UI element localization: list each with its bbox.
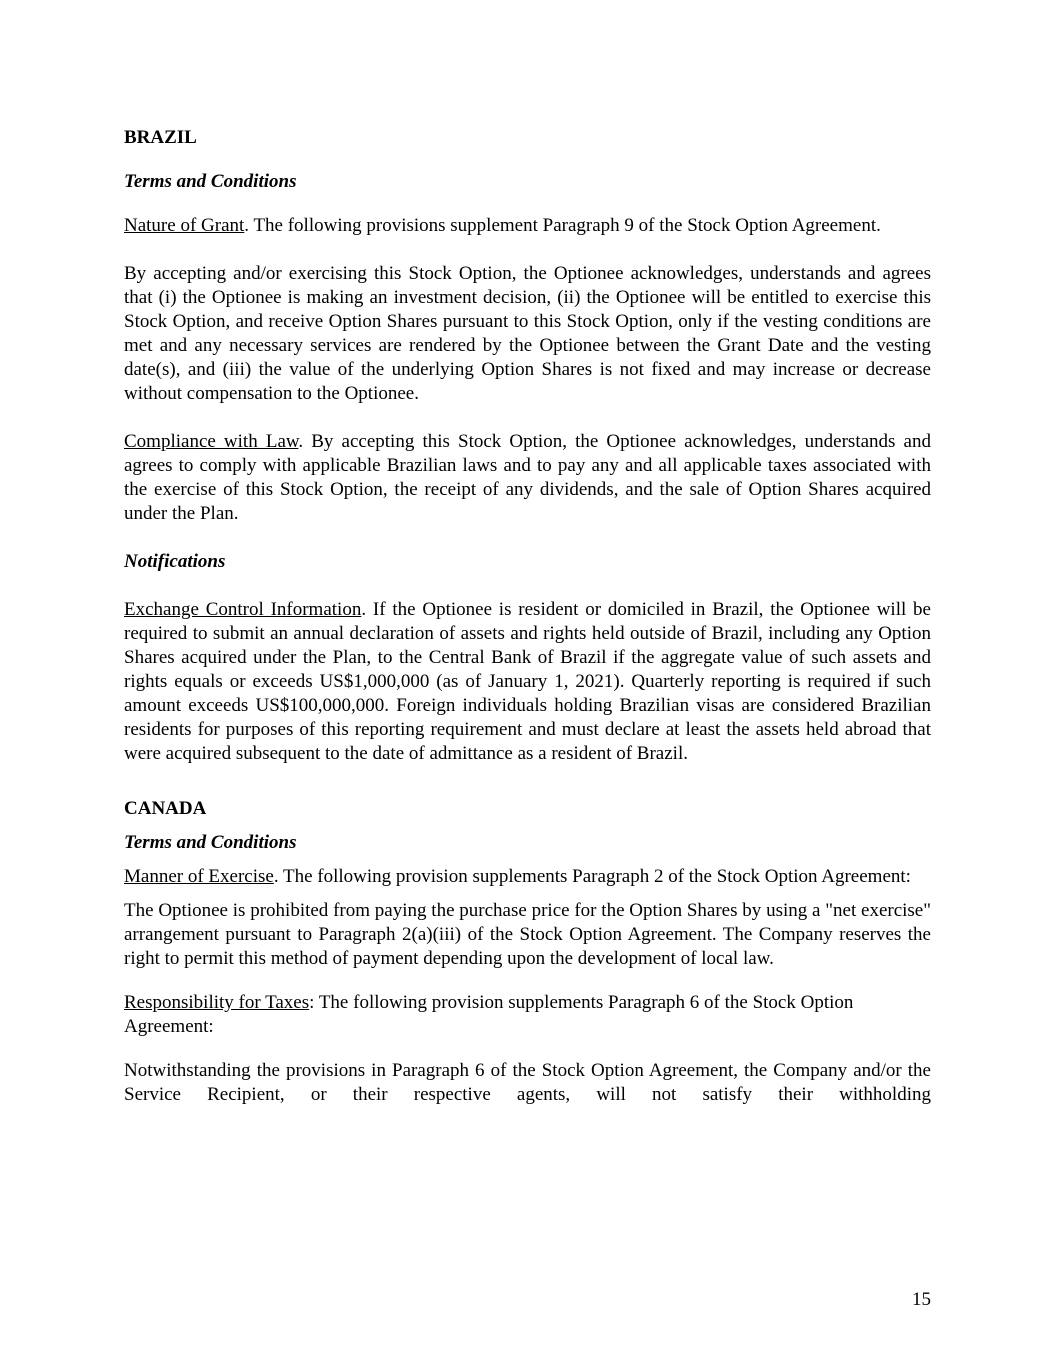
page-number: 15 <box>912 1289 931 1310</box>
responsibility-for-taxes-text: : The following provision supplements Paragraph 6 of the Stock Option Agreement: <box>124 992 854 1037</box>
nature-of-grant-paragraph <box>124 214 931 238</box>
responsibility-for-taxes-title: Responsibility for Taxes <box>124 992 310 1013</box>
exchange-control-paragraph <box>124 598 931 766</box>
exchange-control-title: Exchange Control Information <box>124 599 362 620</box>
responsibility-for-taxes-paragraph <box>124 991 931 1039</box>
compliance-title: Compliance with Law <box>124 431 299 452</box>
brazil-terms-heading: Terms and Conditions <box>124 171 297 192</box>
notifications-heading: Notifications <box>124 551 226 572</box>
exchange-control-text: . If the Optionee is resident or domiciled in Brazil, the Optionee will be required to submit an annual declaration of assets and rights held outside of Brazil, including any Option Shares acquired under the Plan, to the Central Bank of Brazil if the aggregate value of such assets and rights equals or exceeds US$1,000,000 (as of January 1, 2021). Quarterly reporting is required if such amount exceeds US$100,000,000. Foreign individuals holding Brazilian visas are considered Brazilian residents for purposes of this reporting requirement and must declare at least the assets held abroad that were acquired subsequent to the date of admittance as a resident of Brazil. <box>124 599 931 764</box>
page-content <box>124 126 931 1107</box>
manner-of-exercise-text: . The following provision supplements Paragraph 2 of the Stock Option Agreement: <box>273 866 911 887</box>
compliance-paragraph <box>124 430 931 526</box>
compliance-text: . By accepting this Stock Option, the Optionee acknowledges, understands and agrees to comply with applicable Brazilian laws and to pay any and all applicable taxes associated with the exercise of this Stock Option, the receipt of any dividends, and the sale of Option Shares acquired under the Plan. <box>124 431 931 524</box>
net-exercise-paragraph: The Optionee is prohibited from paying the purchase price for the Option Shares by using a "net exercise" arrangement pursuant to Paragraph 2(a)(iii) of the Stock Option Agreement. The Company reserves the right to permit this method of payment depending upon the development of local law. <box>124 900 931 969</box>
manner-of-exercise-paragraph <box>124 865 931 889</box>
acceptance-paragraph: By accepting and/or exercising this Stock Option, the Optionee acknowledges, understands and agrees that (i) the Optionee is making an investment decision, (ii) the Optionee will be entitled to exercise this Stock Option, and receive Option Shares pursuant to this Stock Option, only if the vesting conditions are met and any necessary services are rendered by the Optionee between the Grant Date and the vesting date(s), and (iii) the value of the underlying Option Shares is not fixed and may increase or decrease without compensation to the Optionee. <box>124 263 931 404</box>
canada-terms-heading: Terms and Conditions <box>124 832 297 853</box>
canada-heading: CANADA <box>124 798 207 819</box>
notwithstanding-paragraph: Notwithstanding the provisions in Paragraph 6 of the Stock Option Agreement, the Company and/or the Service Recipient, or their respective agents, will not satisfy their withholding <box>124 1060 931 1105</box>
nature-of-grant-title: Nature of Grant <box>124 215 245 236</box>
brazil-heading: BRAZIL <box>124 127 197 148</box>
manner-of-exercise-title: Manner of Exercise <box>124 866 274 887</box>
nature-of-grant-text: . The following provisions supplement Paragraph 9 of the Stock Option Agreement. <box>244 215 881 236</box>
